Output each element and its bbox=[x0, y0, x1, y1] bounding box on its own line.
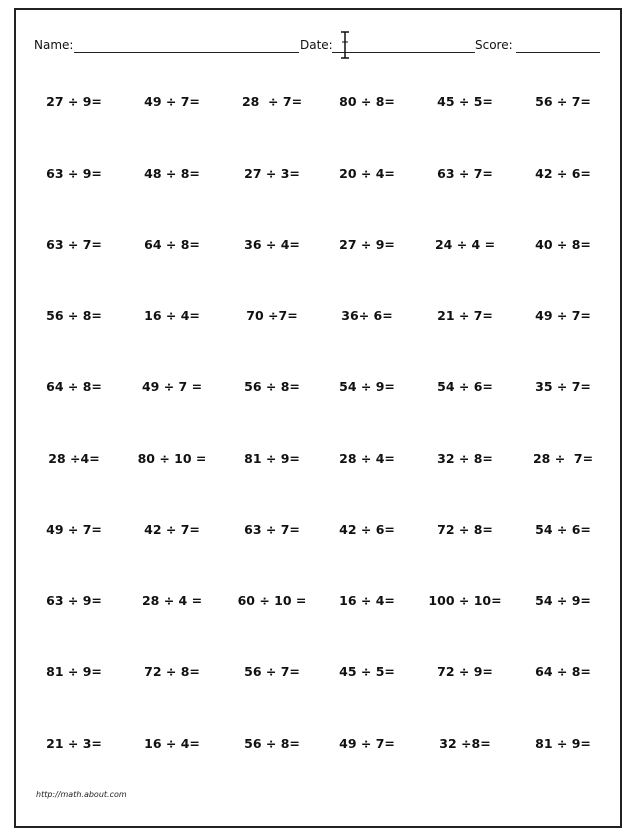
division-problem: 49 ÷ 7= bbox=[535, 308, 591, 323]
division-problem: 24 ÷ 4 = bbox=[434, 237, 496, 252]
division-problem: 56 ÷ 8= bbox=[244, 379, 300, 394]
score-label: Score: bbox=[475, 38, 513, 52]
text-cursor-icon bbox=[338, 30, 352, 60]
division-problem: 21 ÷ 3= bbox=[46, 736, 102, 751]
division-problem: 20 ÷ 4= bbox=[339, 166, 395, 181]
division-problem: 56 ÷ 7= bbox=[244, 664, 300, 679]
name-label: Name: bbox=[34, 38, 74, 52]
division-problem: 16 ÷ 4= bbox=[144, 308, 200, 323]
division-problem: 56 ÷ 8= bbox=[46, 308, 102, 323]
division-problem: 28 ÷4= bbox=[48, 451, 100, 466]
division-problem: 16 ÷ 4= bbox=[339, 593, 395, 608]
division-problem: 28 ÷ 7= bbox=[532, 451, 594, 466]
division-problem: 49 ÷ 7= bbox=[339, 736, 395, 751]
division-problem: 64 ÷ 8= bbox=[535, 664, 591, 679]
division-problem: 28 ÷ 7= bbox=[241, 94, 303, 109]
division-problem: 54 ÷ 9= bbox=[339, 379, 395, 394]
worksheet-page bbox=[14, 8, 622, 828]
division-problem: 60 ÷ 10 = bbox=[237, 593, 307, 608]
division-problem: 72 ÷ 8= bbox=[437, 522, 493, 537]
division-problem: 40 ÷ 8= bbox=[535, 237, 591, 252]
division-problem: 28 ÷ 4= bbox=[339, 451, 395, 466]
source-url: http://math.about.com bbox=[36, 790, 127, 799]
division-problem: 28 ÷ 4 = bbox=[141, 593, 203, 608]
division-problem: 72 ÷ 9= bbox=[437, 664, 493, 679]
division-problem: 16 ÷ 4= bbox=[144, 736, 200, 751]
division-problem: 42 ÷ 6= bbox=[535, 166, 591, 181]
division-problem: 32 ÷8= bbox=[439, 736, 491, 751]
division-problem: 64 ÷ 8= bbox=[46, 379, 102, 394]
division-problem: 54 ÷ 9= bbox=[535, 593, 591, 608]
division-problem: 36 ÷ 4= bbox=[244, 237, 300, 252]
division-problem: 49 ÷ 7 = bbox=[141, 379, 203, 394]
division-problem: 64 ÷ 8= bbox=[144, 237, 200, 252]
division-problem: 63 ÷ 7= bbox=[437, 166, 493, 181]
division-problem: 56 ÷ 8= bbox=[244, 736, 300, 751]
division-problem: 70 ÷7= bbox=[246, 308, 298, 323]
division-problem: 81 ÷ 9= bbox=[244, 451, 300, 466]
division-problem: 21 ÷ 7= bbox=[437, 308, 493, 323]
division-problem: 63 ÷ 7= bbox=[46, 237, 102, 252]
division-problem: 81 ÷ 9= bbox=[535, 736, 591, 751]
division-problem: 32 ÷ 8= bbox=[437, 451, 493, 466]
division-problem: 63 ÷ 7= bbox=[244, 522, 300, 537]
division-problem: 81 ÷ 9= bbox=[46, 664, 102, 679]
division-problem: 42 ÷ 7= bbox=[144, 522, 200, 537]
division-problem: 72 ÷ 8= bbox=[144, 664, 200, 679]
problem-grid bbox=[16, 10, 620, 826]
date-label: Date: bbox=[300, 38, 333, 52]
division-problem: 54 ÷ 6= bbox=[437, 379, 493, 394]
division-problem: 48 ÷ 8= bbox=[144, 166, 200, 181]
division-problem: 49 ÷ 7= bbox=[144, 94, 200, 109]
division-problem: 35 ÷ 7= bbox=[535, 379, 591, 394]
division-problem: 54 ÷ 6= bbox=[535, 522, 591, 537]
division-problem: 80 ÷ 8= bbox=[339, 94, 395, 109]
division-problem: 80 ÷ 10 = bbox=[137, 451, 207, 466]
division-problem: 36÷ 6= bbox=[341, 308, 393, 323]
division-problem: 63 ÷ 9= bbox=[46, 593, 102, 608]
division-problem: 100 ÷ 10= bbox=[428, 593, 502, 608]
division-problem: 42 ÷ 6= bbox=[339, 522, 395, 537]
division-problem: 27 ÷ 9= bbox=[339, 237, 395, 252]
division-problem: 45 ÷ 5= bbox=[339, 664, 395, 679]
division-problem: 27 ÷ 3= bbox=[244, 166, 300, 181]
division-problem: 49 ÷ 7= bbox=[46, 522, 102, 537]
division-problem: 63 ÷ 9= bbox=[46, 166, 102, 181]
division-problem: 45 ÷ 5= bbox=[437, 94, 493, 109]
division-problem: 56 ÷ 7= bbox=[535, 94, 591, 109]
division-problem: 27 ÷ 9= bbox=[46, 94, 102, 109]
